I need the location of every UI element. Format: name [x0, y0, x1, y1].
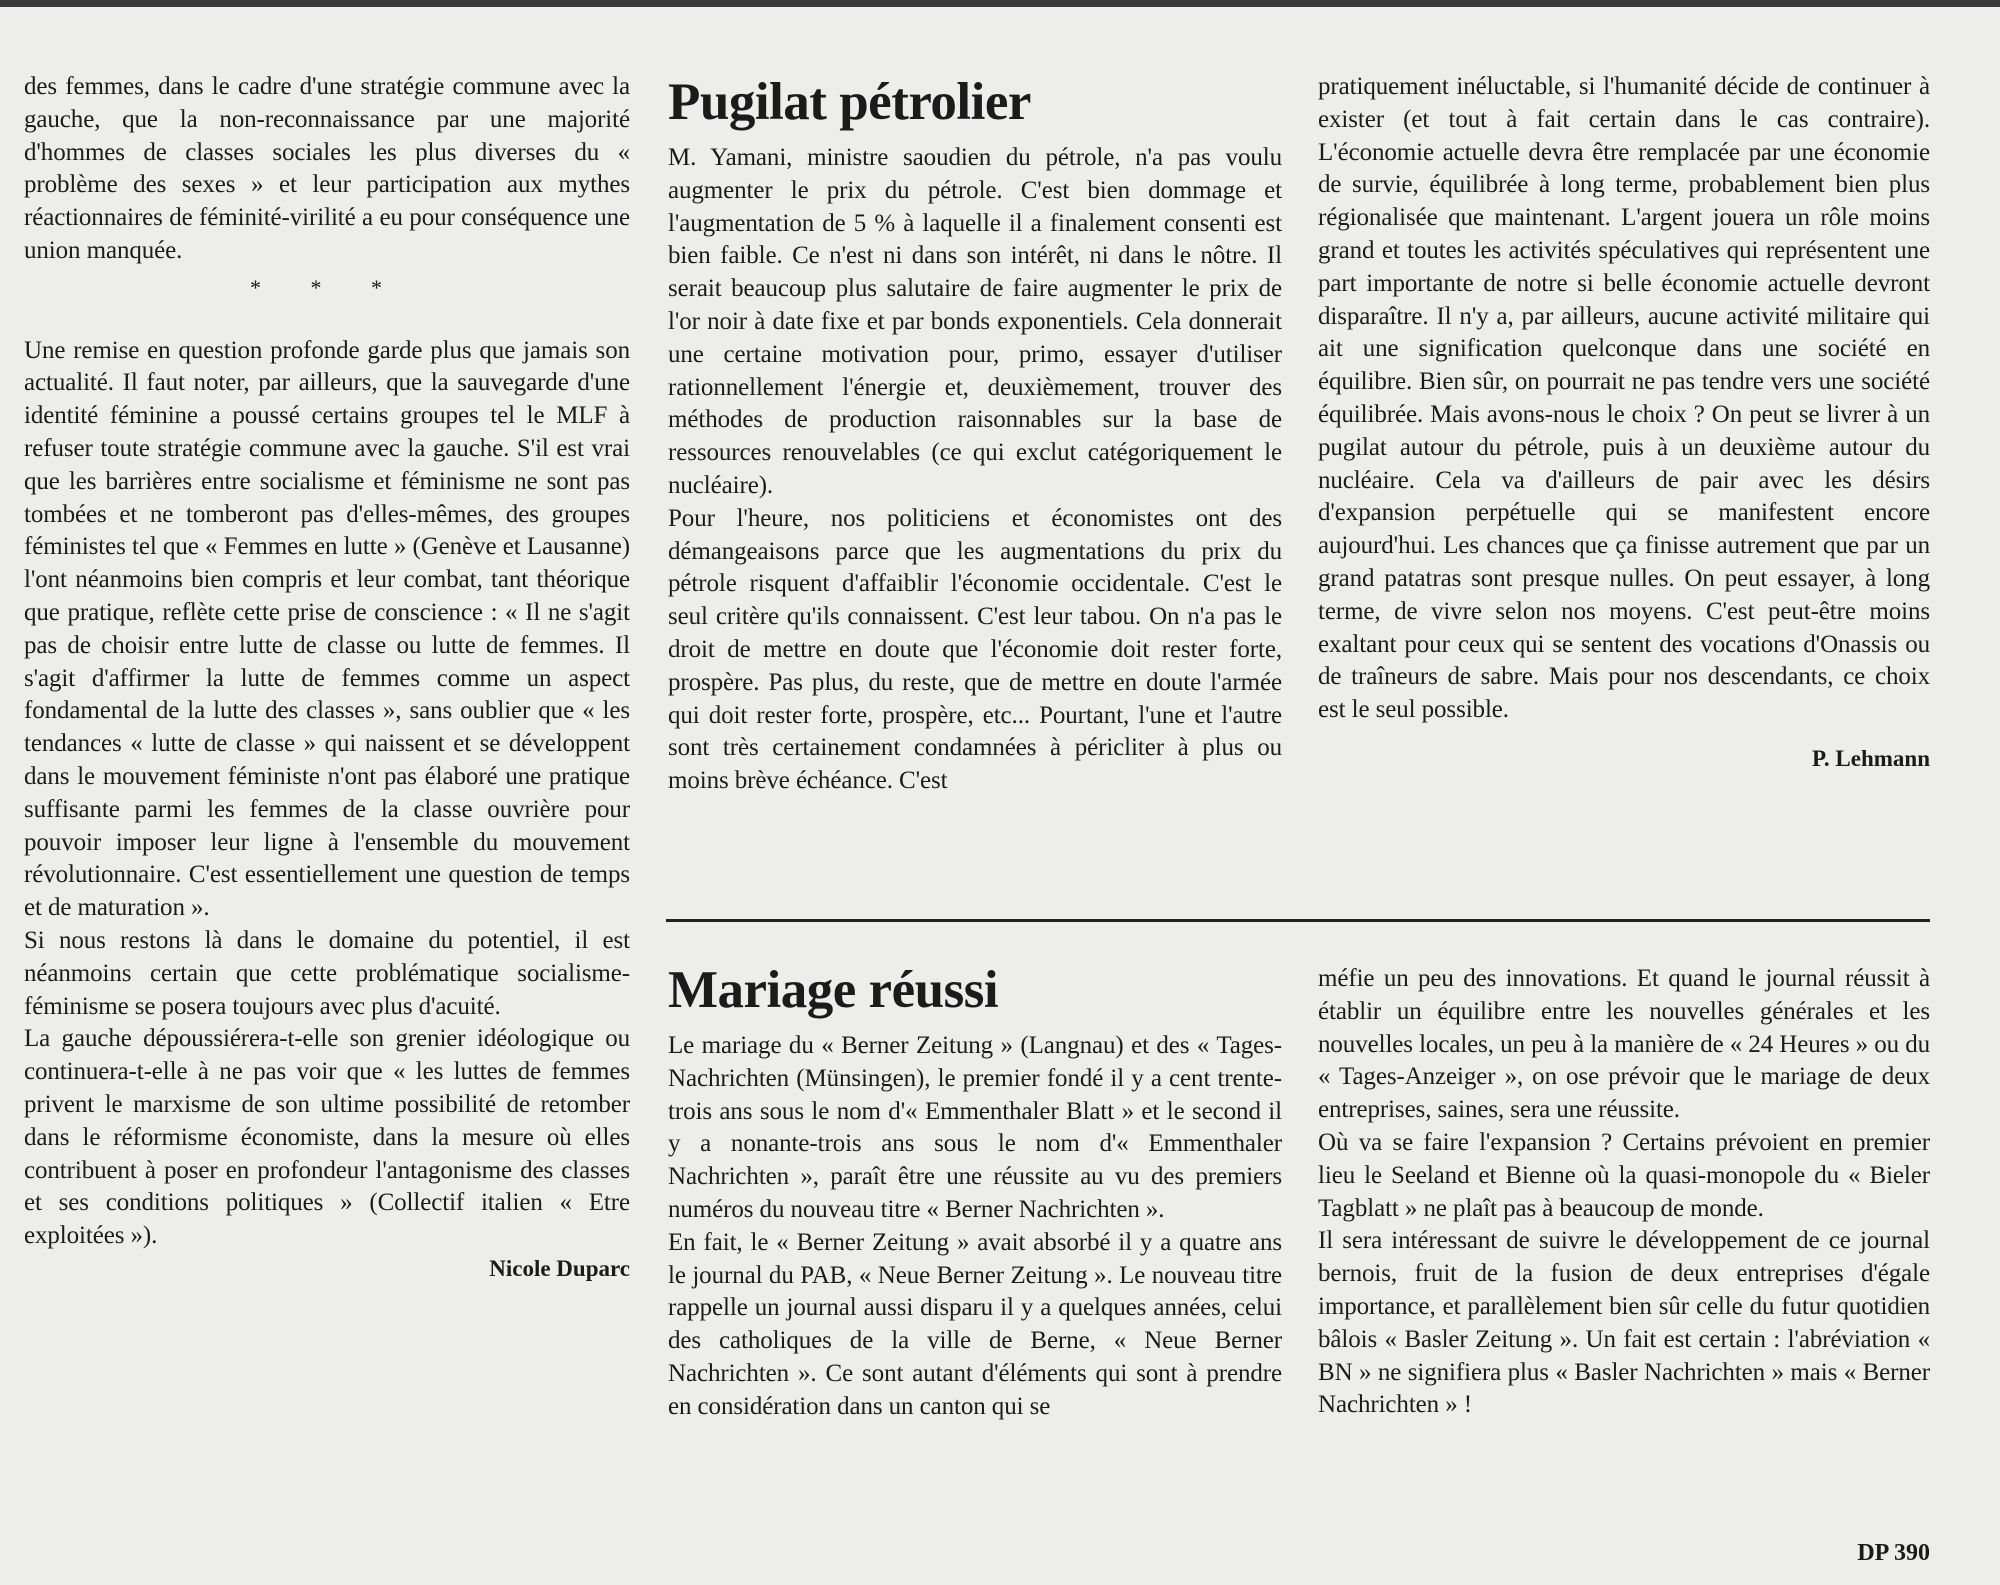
- article-mariage-col2: [1318, 963, 1930, 1422]
- article-title-mariage: Mariage réussi: [668, 961, 999, 1019]
- article-paragraph: En fait, le « Berner Zeitung » avait absorbé il y a quatre ans le journal du PAB, « Neue Berner Zeitung ». Le nouveau titre rappelle un journal aussi disparu il y a quelques années, celui des catholiques de la ville de Berne, « Neue Berner Nachrichten ». Ce sont autant d'éléments qui sont à prendre en considération dans un canton qui se: [668, 1228, 1282, 1420]
- article-mariage-col1: [668, 958, 1282, 1424]
- top-border: [0, 0, 2000, 7]
- article-divider: [666, 919, 1930, 922]
- byline-p-lehmann: P. Lehmann: [1811, 745, 1930, 771]
- page-number: DP 390: [1857, 1540, 1930, 1566]
- column-left: [24, 71, 630, 1286]
- column-left-paragraph: des femmes, dans le cadre d'une stratégie commune avec la gauche, que la non-reconnaissance par une majorité d'hommes de classes sociales les plus diverses du « problème des sexes » et leur participation aux mythes réactionnaires de féminité-virilité a eu pour conséquence une union manquée.: [24, 73, 630, 264]
- article-paragraph: M. Yamani, ministre saoudien du pétrole, n'a pas voulu augmenter le prix du pétrole. C'est bien dommage et l'augmentation de 5 % à laquelle il a finalement consenti est bien faible. Ce n'est ni dans son intérêt, ni dans le nôtre. Il serait beaucoup plus salutaire de faire augmenter le prix de l'or noir à date fixe et par bonds exponentiels. Cela donnerait une certaine motivation pour, primo, essayer d'utiliser rationnellement l'énergie et, deuxièmement, trouver des méthodes de production raisonnables sur la base de ressources renouvelables (ce qui exclut catégoriquement le nucléaire).: [668, 144, 1282, 499]
- article-paragraph: méfie un peu des innovations. Et quand le journal réussit à établir un équilibre entre les nouvelles générales et les nouvelles locales, un peu à la manière de « 24 Heures » ou du « Tages-Anzeiger », on ose prévoir que le mariage de deux entreprises, saines, sera une réussite.: [1318, 965, 1930, 1124]
- article-title-petrol: Pugilat pétrolier: [668, 73, 1031, 131]
- column-left-paragraph: Une remise en question profonde garde plus que jamais son actualité. Il faut noter, par ailleurs, que la sauvegarde d'une identité féminine a poussé certains groupes tel le MLF à refuser toute stratégie commune avec la gauche. S'il est vrai que les barrières entre socialisme et féminisme ne sont pas tombées et ne tomberont pas d'elles-mêmes, des groupes féministes tel que « Femmes en lutte » (Genève et Lausanne) l'ont néanmoins bien compris et leur combat, tant théorique que pratique, reflète cette prise de conscience : « Il ne s'agit pas de choisir entre lutte de classe ou lutte de femmes. Il s'agit d'affirmer la lutte de femmes comme un aspect fondamental de la lutte des classes », sans oublier que « les tendances « lutte de classe » qui naissent et se développent dans le mouvement féministe n'ont pas élaboré une pratique suffisante parmi les femmes de la classe ouvrière pour pouvoir imposer leur ligne à l'ensemble du mouvement révolutionnaire. C'est essentiellement une question de temps et de maturation ».: [24, 336, 630, 922]
- article-paragraph: Il sera intéressant de suivre le développement de ce journal bernois, fruit de la fusion de deux entreprises d'égale importance, et parallèlement bien sûr celle du futur quotidien bâlois « Basler Zeitung ». Un fait est certain : l'abréviation « BN » ne signifiera plus « Basler Nachrichten » mais « Berner Nachrichten » !: [1318, 1227, 1930, 1419]
- article-paragraph: Le mariage du « Berner Zeitung » (Langnau) et des « Tages-Nachrichten (Münsingen), le premier fondé il y a cent trente-trois ans sous le nom d'« Emmenthaler Blatt » et le second il y a nonante-trois ans sous le nom d'« Emmenthaler Nachrichten », paraît être une réussite au vu des premiers numéros du nouveau titre « Berner Nachrichten ».: [668, 1032, 1282, 1223]
- byline-nicole-duparc: Nicole Duparc: [489, 1255, 630, 1281]
- article-petrol-col2: [1318, 71, 1930, 776]
- column-left-paragraph: Si nous restons là dans le domaine du potentiel, il est néanmoins certain que cette problématique socialisme-féminisme se posera toujours avec plus d'acuité.: [24, 926, 630, 1020]
- column-left-paragraph: La gauche dépoussiérera-t-elle son grenier idéologique ou continuera-t-elle à ne pas voir que « les luttes de femmes privent le marxisme de son ultime possibilité de retomber dans le réformisme économiste, dans la mesure où elles contribuent à poser en profondeur l'antagonisme des classes et ses conditions politiques » (Collectif italien « Etre exploitées »).: [24, 1025, 630, 1250]
- article-paragraph: pratiquement inéluctable, si l'humanité décide de continuer à exister (et tout à fait certain dans le cas contraire). L'économie actuelle devra être remplacée par une économie de survie, équilibrée à long terme, probablement bien plus régionalisée que maintenant. L'argent jouera un rôle moins grand et toutes les activités spéculatives qui représentent une part importante de notre si belle économie actuelle devront disparaître. Il n'y a, par ailleurs, aucune activité militaire qui ait une signification quelconque dans une société en équilibre. Bien sûr, on pourrait ne pas tendre vers une société équilibrée. Mais avons-nous le choix ? On peut se livrer à un pugilat autour du pétrole, puis à un deuxième autour du nucléaire. Cela va d'ailleurs de pair avec les désirs d'expansion perpétuelle qui se manifestent encore aujourd'hui. Les chances que ça finisse autrement que par un grand patatras sont presque nulles. On peut essayer, à long terme, de vivre selon nos moyens. C'est peut-être moins exaltant pour ceux qui se sentent des vocations d'Onassis ou de traîneurs de sabre. Mais pour nos descendants, ce choix est le seul possible.: [1318, 73, 1930, 724]
- article-petrol-col1: [668, 70, 1282, 798]
- section-separator: * * *: [250, 274, 404, 300]
- article-paragraph: Pour l'heure, nos politiciens et économistes ont des démangeaisons parce que les augmentations du prix du pétrole risquent d'affaiblir l'économie occidentale. C'est le seul critère qu'ils connaissent. C'est leur tabou. On n'a pas le droit de mettre en doute que l'économie doit rester forte, prospère. Pas plus, du reste, que de mettre en doute l'armée qui doit rester forte, prospère, etc... Pourtant, l'une et l'autre sont très certainement condamnées à péricliter à plus ou moins brève échéance. C'est: [668, 504, 1282, 795]
- article-paragraph: Où va se faire l'expansion ? Certains prévoient en premier lieu le Seeland et Bienne où la quasi-monopole du « Bieler Tagblatt » ne plaît pas à beaucoup de monde.: [1318, 1128, 1930, 1222]
